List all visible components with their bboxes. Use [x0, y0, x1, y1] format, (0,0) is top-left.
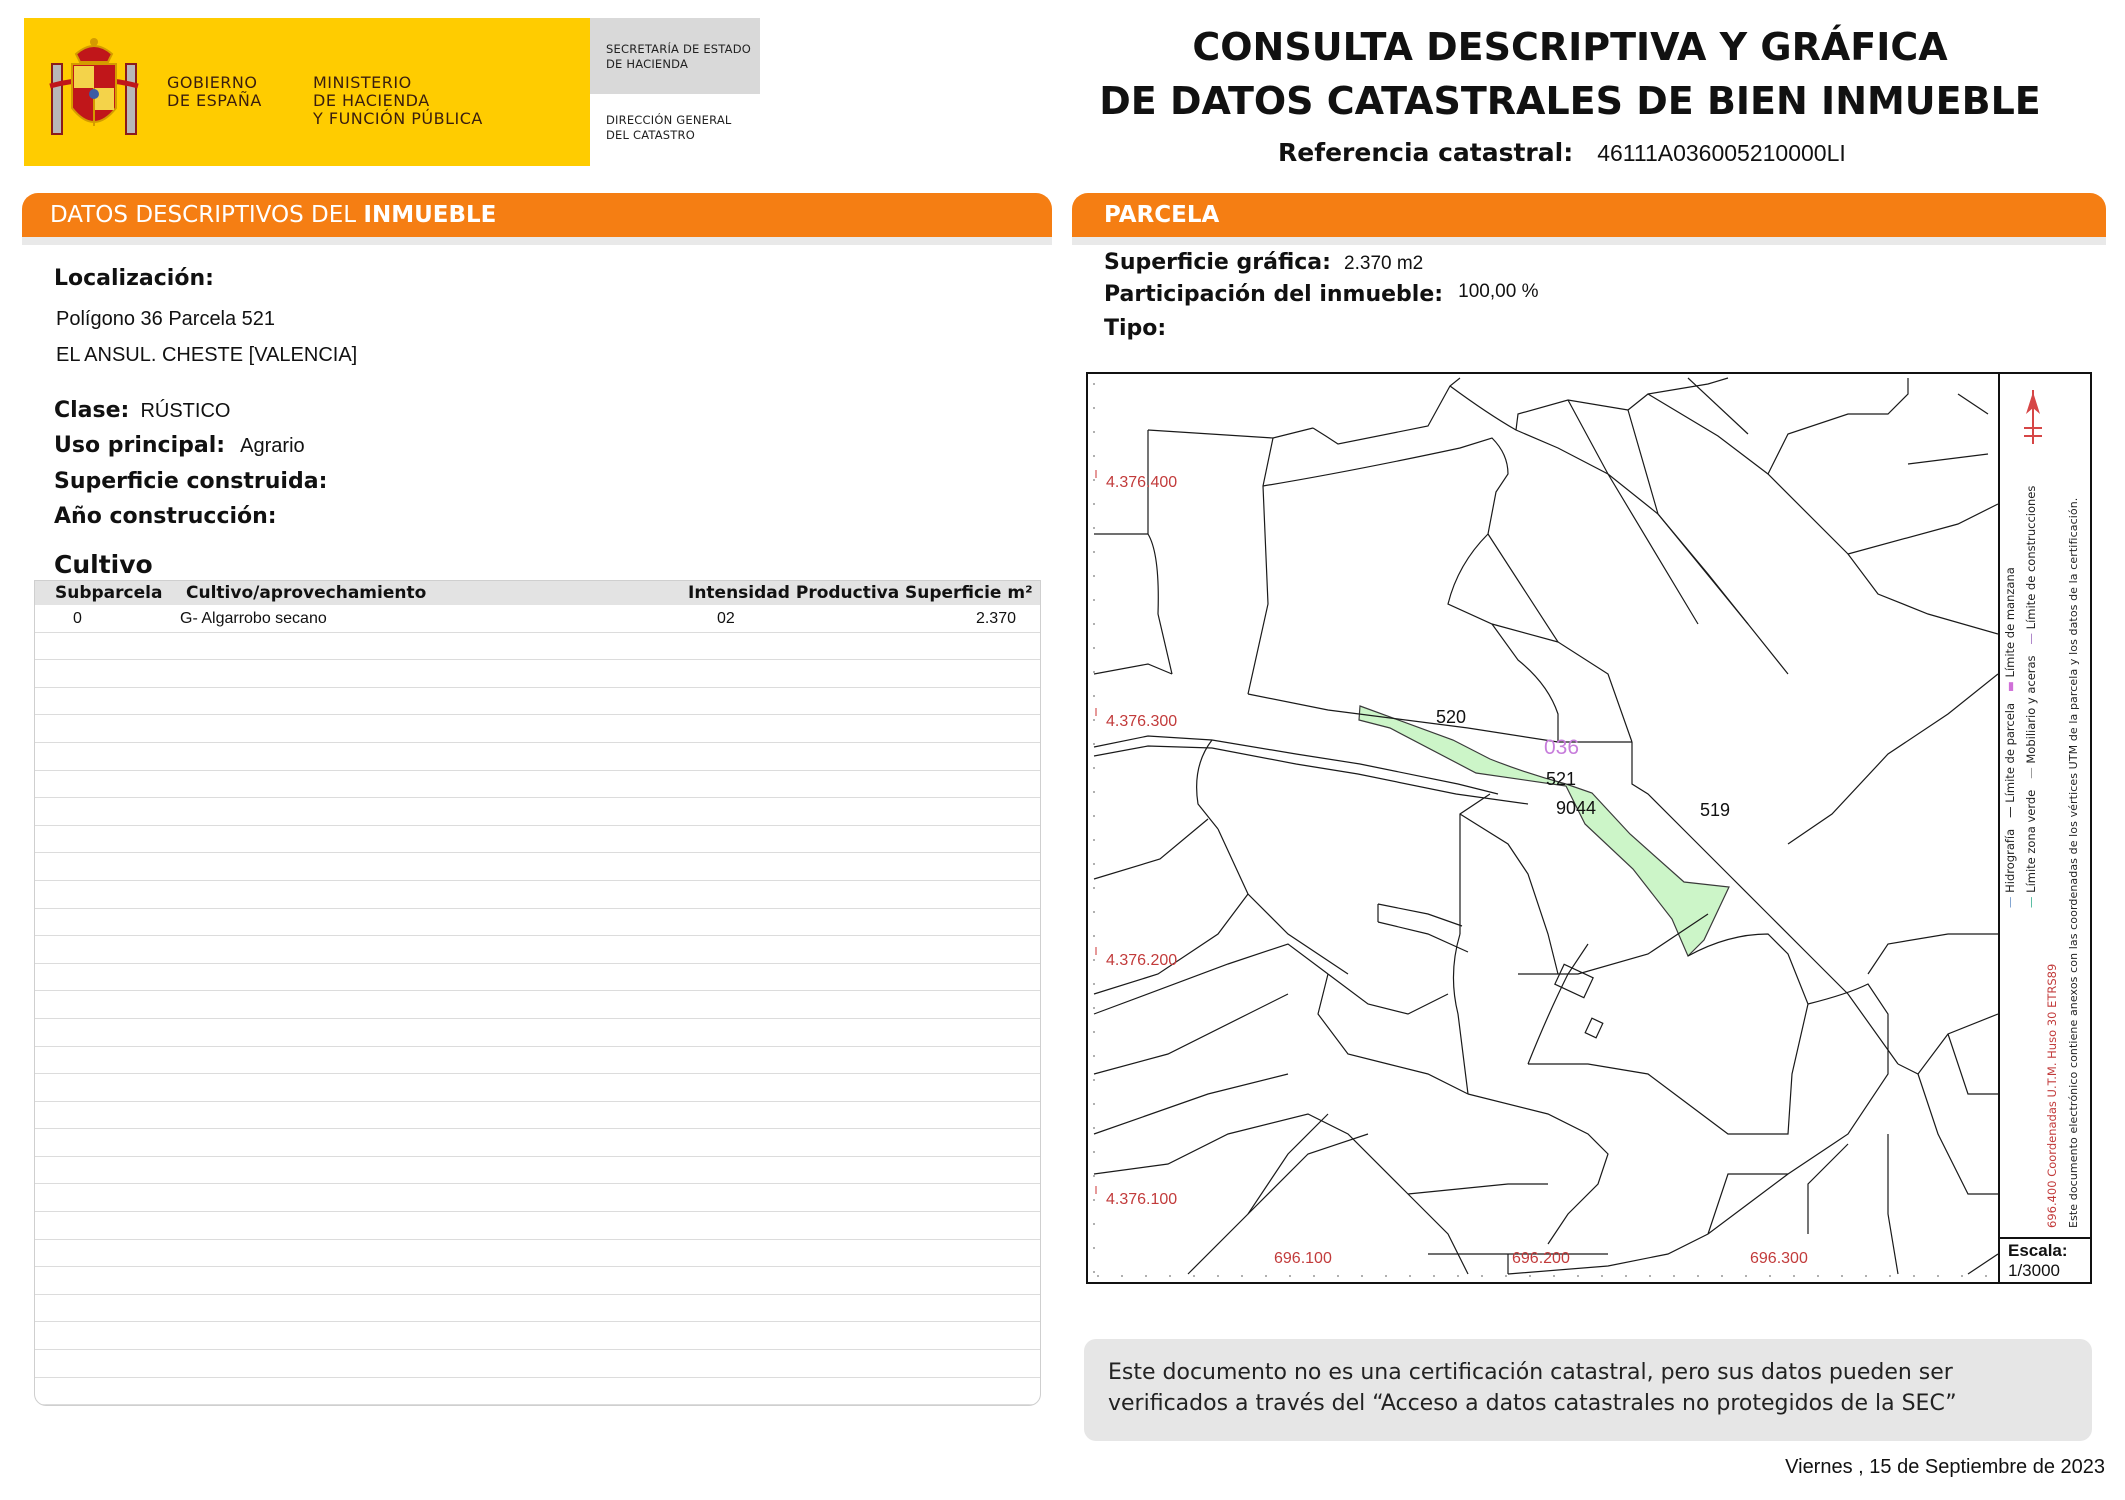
tick-dot — [1265, 1275, 1267, 1277]
participacion-row — [1104, 282, 1538, 307]
cultivo-title: Cultivo — [54, 550, 153, 579]
tick-dot — [1769, 1275, 1771, 1277]
clase-label: Clase: — [54, 398, 130, 423]
tick-dot — [1093, 479, 1095, 481]
direccion-general-text: DIRECCIÓN GENERAL DEL CATASTRO — [606, 113, 732, 142]
descriptivos-header — [22, 193, 1052, 245]
tick-dot — [1817, 1275, 1819, 1277]
tick-dot — [1385, 1275, 1387, 1277]
empty-table-row — [35, 826, 1040, 854]
empty-table-row — [35, 688, 1040, 716]
tick-dot — [1913, 1275, 1915, 1277]
empty-table-row — [35, 1350, 1040, 1378]
legend-coords: 696.400 Coordenadas U.T.M. Huso 30 ETRS89 — [2045, 963, 2059, 1228]
tick-dot — [1433, 1275, 1435, 1277]
tick-dot — [1097, 1275, 1099, 1277]
tick-dot — [1093, 431, 1095, 433]
tick-dot — [1601, 1275, 1603, 1277]
tick-dot — [1481, 1275, 1483, 1277]
empty-table-row — [35, 909, 1040, 937]
col-subparcela: Subparcela — [55, 583, 163, 603]
col-cultivo: Cultivo/aprovechamiento — [186, 583, 427, 603]
descriptivos-heading-bold: INMUEBLE — [363, 202, 497, 228]
legend-limite-parcela: Límite de parcela — [2003, 702, 2017, 803]
parcel-label-9044: 9044 — [1556, 798, 1597, 818]
map-tick-dots — [1093, 383, 1987, 1277]
tick-dot — [1093, 599, 1095, 601]
tick-dot — [1093, 1079, 1095, 1081]
legend-note: Este documento electrónico contiene anexos con las coordenadas de los vértices UTM de la parcela y los datos de la certificación. — [2067, 497, 2080, 1228]
clase-row — [54, 398, 230, 423]
tick-dot — [1625, 1275, 1627, 1277]
government-logo-banner — [24, 18, 590, 166]
table-row — [35, 605, 1040, 633]
tick-dot — [1145, 1275, 1147, 1277]
uso-row — [54, 433, 305, 458]
tick-dot — [1241, 1275, 1243, 1277]
tick-dot — [1093, 503, 1095, 505]
tick-dot — [1093, 623, 1095, 625]
clase-value: RÚSTICO — [140, 400, 231, 422]
tick-dot — [1865, 1275, 1867, 1277]
cell-intensidad: 02 — [717, 610, 735, 627]
empty-table-row — [35, 715, 1040, 743]
descriptivos-heading-prefix: DATOS DESCRIPTIVOS DEL — [50, 202, 364, 228]
referencia-value: 46111A036005210000LI — [1597, 140, 1846, 166]
col-intensidad: Intensidad Productiva — [688, 583, 900, 603]
empty-table-row — [35, 798, 1040, 826]
tick-dot — [1889, 1275, 1891, 1277]
tick-dot — [1841, 1275, 1843, 1277]
tick-dot — [1093, 815, 1095, 817]
localizacion-label: Localización: — [54, 266, 214, 291]
tick-dot — [1361, 1275, 1363, 1277]
tick-dot — [1961, 1275, 1963, 1277]
cultivo-table — [34, 580, 1041, 1406]
tick-dot — [1193, 1275, 1195, 1277]
tick-dot — [1093, 935, 1095, 937]
y-label-4: 4.376.100 — [1106, 1191, 1178, 1208]
tick-dot — [1169, 1275, 1171, 1277]
parcel-label-520: 520 — [1436, 707, 1467, 727]
tick-dot — [1553, 1275, 1555, 1277]
tick-dot — [1093, 983, 1095, 985]
legend-hidrografia: Hidrografía — [2003, 828, 2017, 893]
legend-zona-verde: Límite zona verde — [2024, 789, 2038, 893]
superficie-construida-label: Superficie construida: — [54, 469, 328, 494]
tick-dot — [1093, 1271, 1095, 1273]
empty-table-row — [35, 1129, 1040, 1157]
tick-dot — [1093, 455, 1095, 457]
tick-dot — [1093, 743, 1095, 745]
tick-dot — [1093, 959, 1095, 961]
tick-dot — [1093, 671, 1095, 673]
empty-table-row — [35, 1212, 1040, 1240]
tick-dot — [1093, 767, 1095, 769]
parcel-label-519: 519 — [1700, 800, 1731, 820]
tick-dot — [1093, 839, 1095, 841]
tick-dot — [1409, 1275, 1411, 1277]
empty-table-row — [35, 1157, 1040, 1185]
tick-dot — [1093, 887, 1095, 889]
parcela-heading: PARCELA — [1072, 193, 2106, 237]
empty-table-row — [35, 1322, 1040, 1350]
tick-dot — [1937, 1275, 1939, 1277]
referencia-label: Referencia catastral: — [1278, 138, 1574, 167]
tick-dot — [1093, 1031, 1095, 1033]
superficie-grafica-row — [1104, 250, 1423, 275]
tick-dot — [1505, 1275, 1507, 1277]
empty-table-row — [35, 1019, 1040, 1047]
tick-dot — [1457, 1275, 1459, 1277]
scale-value: 1/3000 — [2008, 1261, 2060, 1280]
empty-table-row — [35, 743, 1040, 771]
tick-dot — [1649, 1275, 1651, 1277]
parcela-header — [1072, 193, 2106, 245]
tick-dot — [1337, 1275, 1339, 1277]
tick-dot — [1093, 1199, 1095, 1201]
tick-dot — [1697, 1275, 1699, 1277]
empty-table-row — [35, 936, 1040, 964]
tick-dot — [1093, 719, 1095, 721]
tick-dot — [1093, 575, 1095, 577]
document-date: Viernes , 15 de Septiembre de 2023 — [1785, 1456, 2105, 1478]
poligono-label: 036 — [1544, 736, 1580, 759]
localizacion-line-2: EL ANSUL. CHESTE [VALENCIA] — [56, 344, 358, 366]
tick-dot — [1093, 383, 1095, 385]
legend-mobiliario: Mobiliario y aceras — [2024, 655, 2038, 764]
table-header — [35, 581, 1040, 605]
x-label-1: 696.100 — [1274, 1250, 1332, 1267]
secretaria-block — [590, 18, 760, 94]
tick-dot — [1745, 1275, 1747, 1277]
empty-table-row — [35, 771, 1040, 799]
tick-dot — [1093, 1055, 1095, 1057]
tick-dot — [1093, 647, 1095, 649]
tick-dot — [1093, 407, 1095, 409]
tick-dot — [1529, 1275, 1531, 1277]
empty-table-row — [35, 1295, 1040, 1323]
tick-dot — [1093, 551, 1095, 553]
participacion-label: Participación del inmueble: — [1104, 282, 1444, 307]
cell-superficie: 2.370 — [975, 610, 1016, 627]
tick-dot — [1093, 1223, 1095, 1225]
legend-construcciones: Límite de construcciones — [2024, 485, 2038, 630]
tick-dot — [1093, 911, 1095, 913]
page-title — [1000, 20, 2125, 128]
verification-note: Este documento no es una certificación catastral, pero sus datos pueden ser verificados a través del “Acceso a datos catastrales no protegidos de la SEC” — [1084, 1339, 2092, 1441]
cell-subparcela: 0 — [73, 610, 82, 627]
empty-table-row — [35, 1102, 1040, 1130]
y-label-3: 4.376.200 — [1106, 952, 1178, 969]
empty-table-row — [35, 991, 1040, 1019]
empty-table-row — [35, 964, 1040, 992]
y-label-2: 4.376.300 — [1106, 713, 1178, 730]
uso-label: Uso principal: — [54, 433, 226, 458]
ministerio-text: MINISTERIO DE HACIENDA Y FUNCIÓN PÚBLICA — [313, 73, 483, 128]
x-label-3: 696.300 — [1750, 1250, 1808, 1267]
legend-rotated: — Hidrografía — Límite de parcela ▬ Límite de manzana — Límite zona verde — Mobiliario y aceras — Límite de construcciones 696.400 Coordenadas U.T.M. Huso 30 ETRS89 Este documento electrónico contiene anexos con las coordenadas de los vértices UTM de la parcela y los datos de la certificación. — [2000, 388, 2084, 1228]
empty-table-row — [35, 1240, 1040, 1268]
legend-manzana: Límite de manzana — [2003, 567, 2017, 678]
participacion-value: 100,00 % — [1458, 281, 1539, 302]
empty-table-row — [35, 1378, 1040, 1406]
empty-table-row — [35, 1074, 1040, 1102]
tick-dot — [1577, 1275, 1579, 1277]
scale-label: Escala: — [2008, 1241, 2068, 1260]
map-drawing — [1088, 374, 1998, 1282]
tick-dot — [1093, 1175, 1095, 1177]
tick-dot — [1217, 1275, 1219, 1277]
referencia-catastral — [1278, 138, 1846, 167]
empty-table-row — [35, 853, 1040, 881]
secretaria-text: SECRETARÍA DE ESTADO DE HACIENDA — [606, 42, 752, 71]
tick-dot — [1121, 1275, 1123, 1277]
empty-rows — [35, 633, 1040, 1406]
title-line-2: DE DATOS CATASTRALES DE BIEN INMUEBLE — [1099, 79, 2041, 123]
tick-dot — [1673, 1275, 1675, 1277]
parcel-label-521: 521 — [1546, 769, 1577, 789]
tick-dot — [1093, 1103, 1095, 1105]
tick-dot — [1721, 1275, 1723, 1277]
map-legend — [1998, 372, 2092, 1240]
cell-cultivo: G- Algarrobo secano — [180, 610, 327, 627]
cadastral-map — [1086, 372, 2092, 1284]
tick-dot — [1289, 1275, 1291, 1277]
tick-dot — [1093, 1151, 1095, 1153]
tick-dot — [1093, 791, 1095, 793]
empty-table-row — [35, 660, 1040, 688]
uso-value: Agrario — [240, 435, 305, 457]
empty-table-row — [35, 1267, 1040, 1295]
tick-dot — [1093, 1007, 1095, 1009]
map-scale — [1998, 1237, 2092, 1284]
tick-dot — [1093, 1127, 1095, 1129]
empty-table-row — [35, 1405, 1040, 1406]
col-superficie: Superficie m² — [905, 583, 1033, 603]
gobierno-espana-text: GOBIERNO DE ESPAÑA — [167, 73, 262, 110]
anio-construccion-label: Año construcción: — [54, 504, 277, 529]
empty-table-row — [35, 1047, 1040, 1075]
tick-dot — [1093, 695, 1095, 697]
empty-table-row — [35, 881, 1040, 909]
title-line-1: CONSULTA DESCRIPTIVA Y GRÁFICA — [1192, 25, 1948, 69]
tick-dot — [1093, 863, 1095, 865]
tick-dot — [1093, 1247, 1095, 1249]
tick-dot — [1093, 527, 1095, 529]
empty-table-row — [35, 633, 1040, 661]
tipo-label: Tipo: — [1104, 316, 1167, 341]
tick-dot — [1985, 1275, 1987, 1277]
superficie-grafica-value: 2.370 m2 — [1344, 253, 1424, 274]
tick-dot — [1313, 1275, 1315, 1277]
tick-dot — [1793, 1275, 1795, 1277]
x-label-2: 696.200 — [1512, 1250, 1570, 1267]
superficie-grafica-label: Superficie gráfica: — [1104, 250, 1331, 275]
coat-of-arms-icon — [46, 34, 142, 144]
empty-table-row — [35, 1184, 1040, 1212]
localizacion-line-1: Polígono 36 Parcela 521 — [56, 308, 276, 330]
y-label-1: 4.376.400 — [1106, 474, 1178, 491]
